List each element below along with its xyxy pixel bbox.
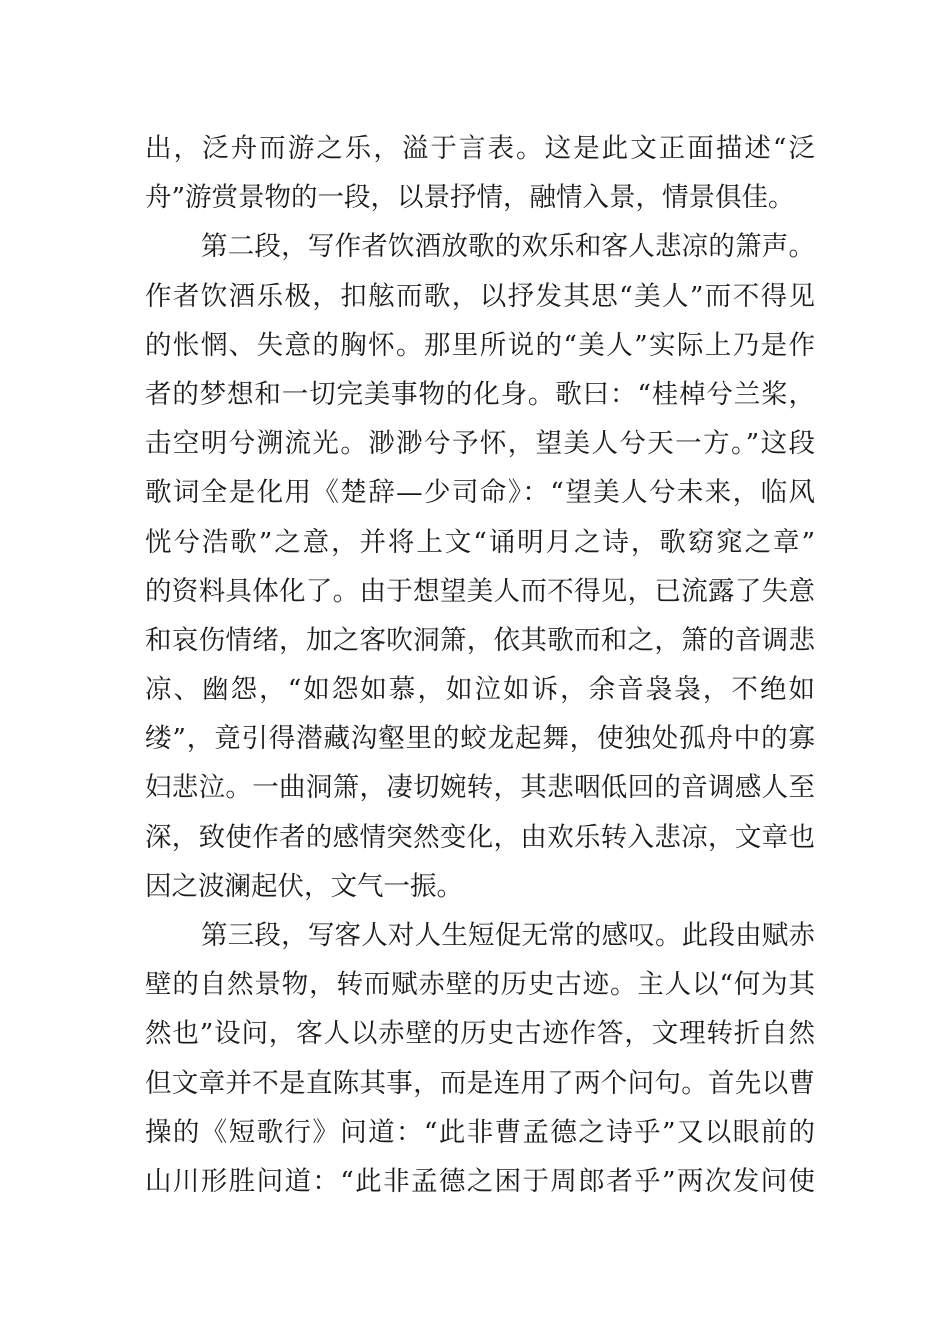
text-line: 壁的自然景物，转而赋赤壁的历史古迹。主人以“何为其 [145,969,815,1001]
text-line: 凉、幽怨，“如怨如慕，如泣如诉，余音袅袅，不绝如 [145,674,815,706]
text-line: 因之波澜起伏，文气一振。 [145,870,463,902]
text-line: 第三段，写客人对人生短促无常的感叹。此段由赋赤 [201,920,815,951]
body-text [145,124,815,1206]
text-line: 但文章并不是直陈其事，而是连用了两个问句。首先以曹 [145,1067,815,1099]
text-line: 恍兮浩歌”之意，并将上文“诵明月之诗，歌窈窕之章” [145,526,815,558]
text-line: 然也”设问，客人以赤壁的历史古迹作答，文理转折自然 [145,1018,815,1050]
text-line: 出，泛舟而游之乐，溢于言表。这是此文正面描述“泛 [145,133,815,164]
text-line: 歌词全是化用《楚辞—少司命》：“望美人兮未来，临风 [145,477,815,509]
text-line: 第二段，写作者饮酒放歌的欢乐和客人悲凉的箫声。 [201,231,815,263]
text-line: 的怅惘、失意的胸怀。那里所说的“美人”实际上乃是作 [145,329,815,361]
text-line: 舟”游赏景物的一段，以景抒情，融情入景，情景俱佳。 [145,182,795,214]
text-line: 操的《短歌行》问道：“此非曹孟德之诗乎”又以眼前的 [145,1116,815,1148]
text-line: 和哀伤情绪，加之客吹洞箫，依其歌而和之，箫的音调悲 [145,624,815,656]
text-line: 的资料具体化了。由于想望美人而不得见，已流露了失意 [145,575,815,607]
text-line: 击空明兮溯流光。渺渺兮予怀，望美人兮天一方。”这段 [145,428,815,460]
text-line: 者的梦想和一切完美事物的化身。歌曰：“桂棹兮兰桨， [145,378,815,410]
text-line: 缕”，竟引得潜藏沟壑里的蛟龙起舞，使独处孤舟中的寡 [145,723,815,755]
text-line: 妇悲泣。一曲洞箫，凄切婉转，其悲咽低回的音调感人至 [145,772,815,804]
text-line: 深，致使作者的感情突然变化，由欢乐转入悲凉，文章也 [145,821,815,853]
text-line: 作者饮酒乐极，扣舷而歌，以抒发其思“美人”而不得见 [145,280,815,312]
text-line: 山川形胜问道：“此非孟德之困于周郎者乎”两次发问使 [145,1165,815,1197]
